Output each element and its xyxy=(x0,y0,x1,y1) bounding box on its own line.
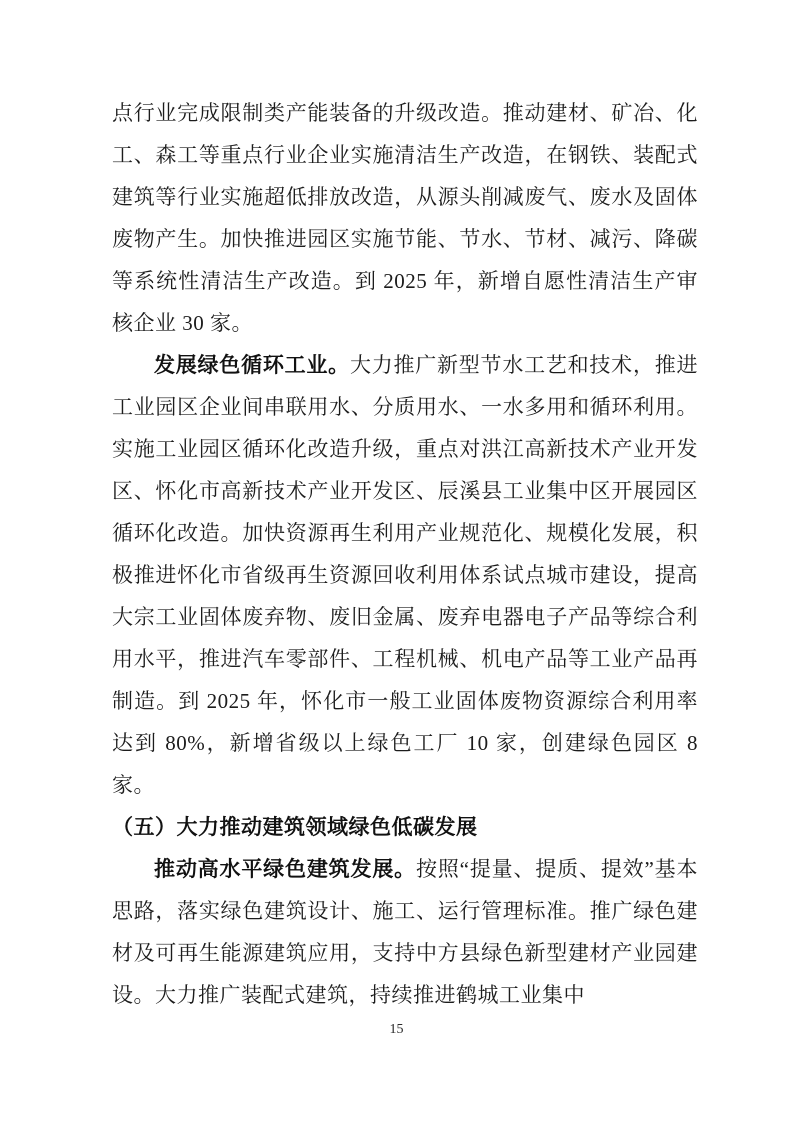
paragraph xyxy=(112,92,698,344)
paragraph xyxy=(112,848,698,1016)
page-number: 15 xyxy=(389,1022,404,1037)
document-body xyxy=(112,92,698,1016)
bold-lead-in-text: 发展绿色循环工业。 xyxy=(154,353,350,377)
body-text-run: 点行业完成限制类产能装备的升级改造。推动建材、矿冶、化工、森工等重点行业企业实施清洁生产改造，在钢铁、装配式建筑等行业实施超低排放改造，从源头削减废气、废水及固体废物产生。加快推进园区实施节能、节水、节材、减污、降碳等系统性清洁生产改造。到 2025 年，新增自愿性清洁生产审核企业 30 家。 xyxy=(112,101,698,335)
section-heading xyxy=(112,806,698,848)
bold-lead-in-text: （五）大力推动建筑领域绿色低碳发展 xyxy=(112,815,478,839)
paragraph xyxy=(112,344,698,806)
bold-lead-in-text: 推动高水平绿色建筑发展。 xyxy=(154,857,417,881)
body-text-run: 按照“提量、提质、提效”基本思路，落实绿色建筑设计、施工、运行管理标准。推广绿色建材及可再生能源建筑应用，支持中方县绿色新型建材产业园建设。大力推广装配式建筑，持续推进鹤城工业集中 xyxy=(112,857,699,1007)
body-text-run: 大力推广新型节水工艺和技术，推进工业园区企业间串联用水、分质用水、一水多用和循环利用。实施工业园区循环化改造升级，重点对洪江高新技术产业开发区、怀化市高新技术产业开发区、辰溪县工业集中区开展园区循环化改造。加快资源再生利用产业规范化、规模化发展，积极推进怀化市省级再生资源回收利用体系试点城市建设，提高大宗工业固体废弃物、废旧金属、废弃电器电子产品等综合利用水平，推进汽车零部件、工程机械、机电产品等工业产品再制造。到 2025 年，怀化市一般工业固体废物资源综合利用率达到 80%，新增省级以上绿色工厂 10 家，创建绿色园区 8 家。 xyxy=(112,353,698,797)
